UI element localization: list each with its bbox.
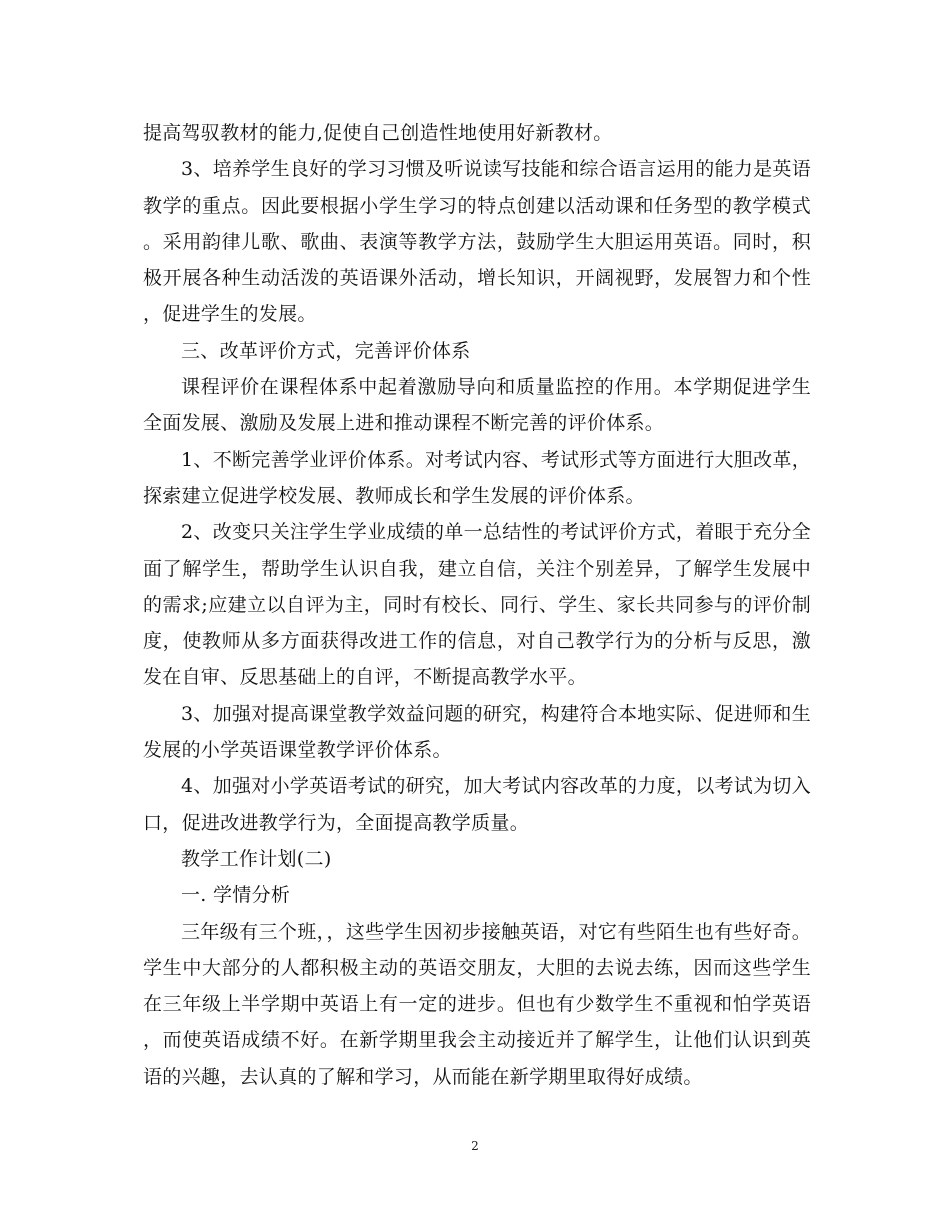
page-number: 2 xyxy=(471,1139,479,1153)
paragraph-item-1-academic: 1、不断完善学业评价体系。对考试内容、考试形式等方面进行大胆改革，探索建立促进学校发展、教师成长和学生发展的评价体系。 xyxy=(143,448,811,507)
paragraph-item-3-classroom: 3、加强对提高课堂教学效益问题的研究，构建符合本地实际、促进师和生发展的小学英语课堂教学评价体系。 xyxy=(143,702,811,762)
document-body xyxy=(143,115,811,1095)
paragraph-student-analysis: 三年级有三个班，，这些学生因初步接触英语，对它有些陌生也有些好奇。学生中大部分的人都积极主动的英语交朋友，大胆的去说去练，因而这些学生在三年级上半学期中英语上有一定的进步。但也有少数学生不重视和怕学英语，而使英语成绩不好。在新学期里我会主动接近并了解学生，让他们认识到英语的兴趣，去认真的了解和学习，从而能在新学期里取得好成绩。 xyxy=(143,920,811,1088)
heading-teaching-plan-2: 教学工作计划(二) xyxy=(181,847,332,870)
paragraph-continuation: 提高驾驭教材的能力,促使自己创造性地使用好新教材。 xyxy=(143,122,613,144)
section-heading-evaluation: 三、改革评价方式，完善评价体系 xyxy=(181,339,471,362)
heading-student-analysis: 一. 学情分析 xyxy=(181,884,291,907)
paragraph-item-2-assessment: 2、改变只关注学生学业成绩的单一总结性的考试评价方式，着眼于充分全面了解学生，帮助学生认识自我，建立自信，关注个别差异，了解学生发展中的需求;应建立以自评为主，同时有校长、同行、学生、家长共同参与的评价制度，使教师从多方面获得改进工作的信息，对自己教学行为的分析与反思，激发在自审、反思基础上的自评，不断提高教学水平。 xyxy=(143,521,811,689)
paragraph-evaluation-intro: 课程评价在课程体系中起着激励导向和质量监控的作用。本学期促进学生全面发展、激励及发展上进和推动课程不断完善的评价体系。 xyxy=(143,376,811,435)
paragraph-item-3-habits: 3、培养学生良好的学习习惯及听说读写技能和综合语言运用的能力是英语教学的重点。因此要根据小学生学习的特点创建以活动课和任务型的教学模式。采用韵律儿歌、歌曲、表演等教学方法，鼓励学生大胆运用英语。同时，积极开展各种生动活泼的英语课外活动，增长知识，开阔视野，发展智力和个性，促进学生的发展。 xyxy=(143,158,811,326)
paragraph-item-4-exams: 4、加强对小学英语考试的研究，加大考试内容改革的力度，以考试为切入口，促进改进教学行为，全面提高教学质量。 xyxy=(143,775,811,834)
